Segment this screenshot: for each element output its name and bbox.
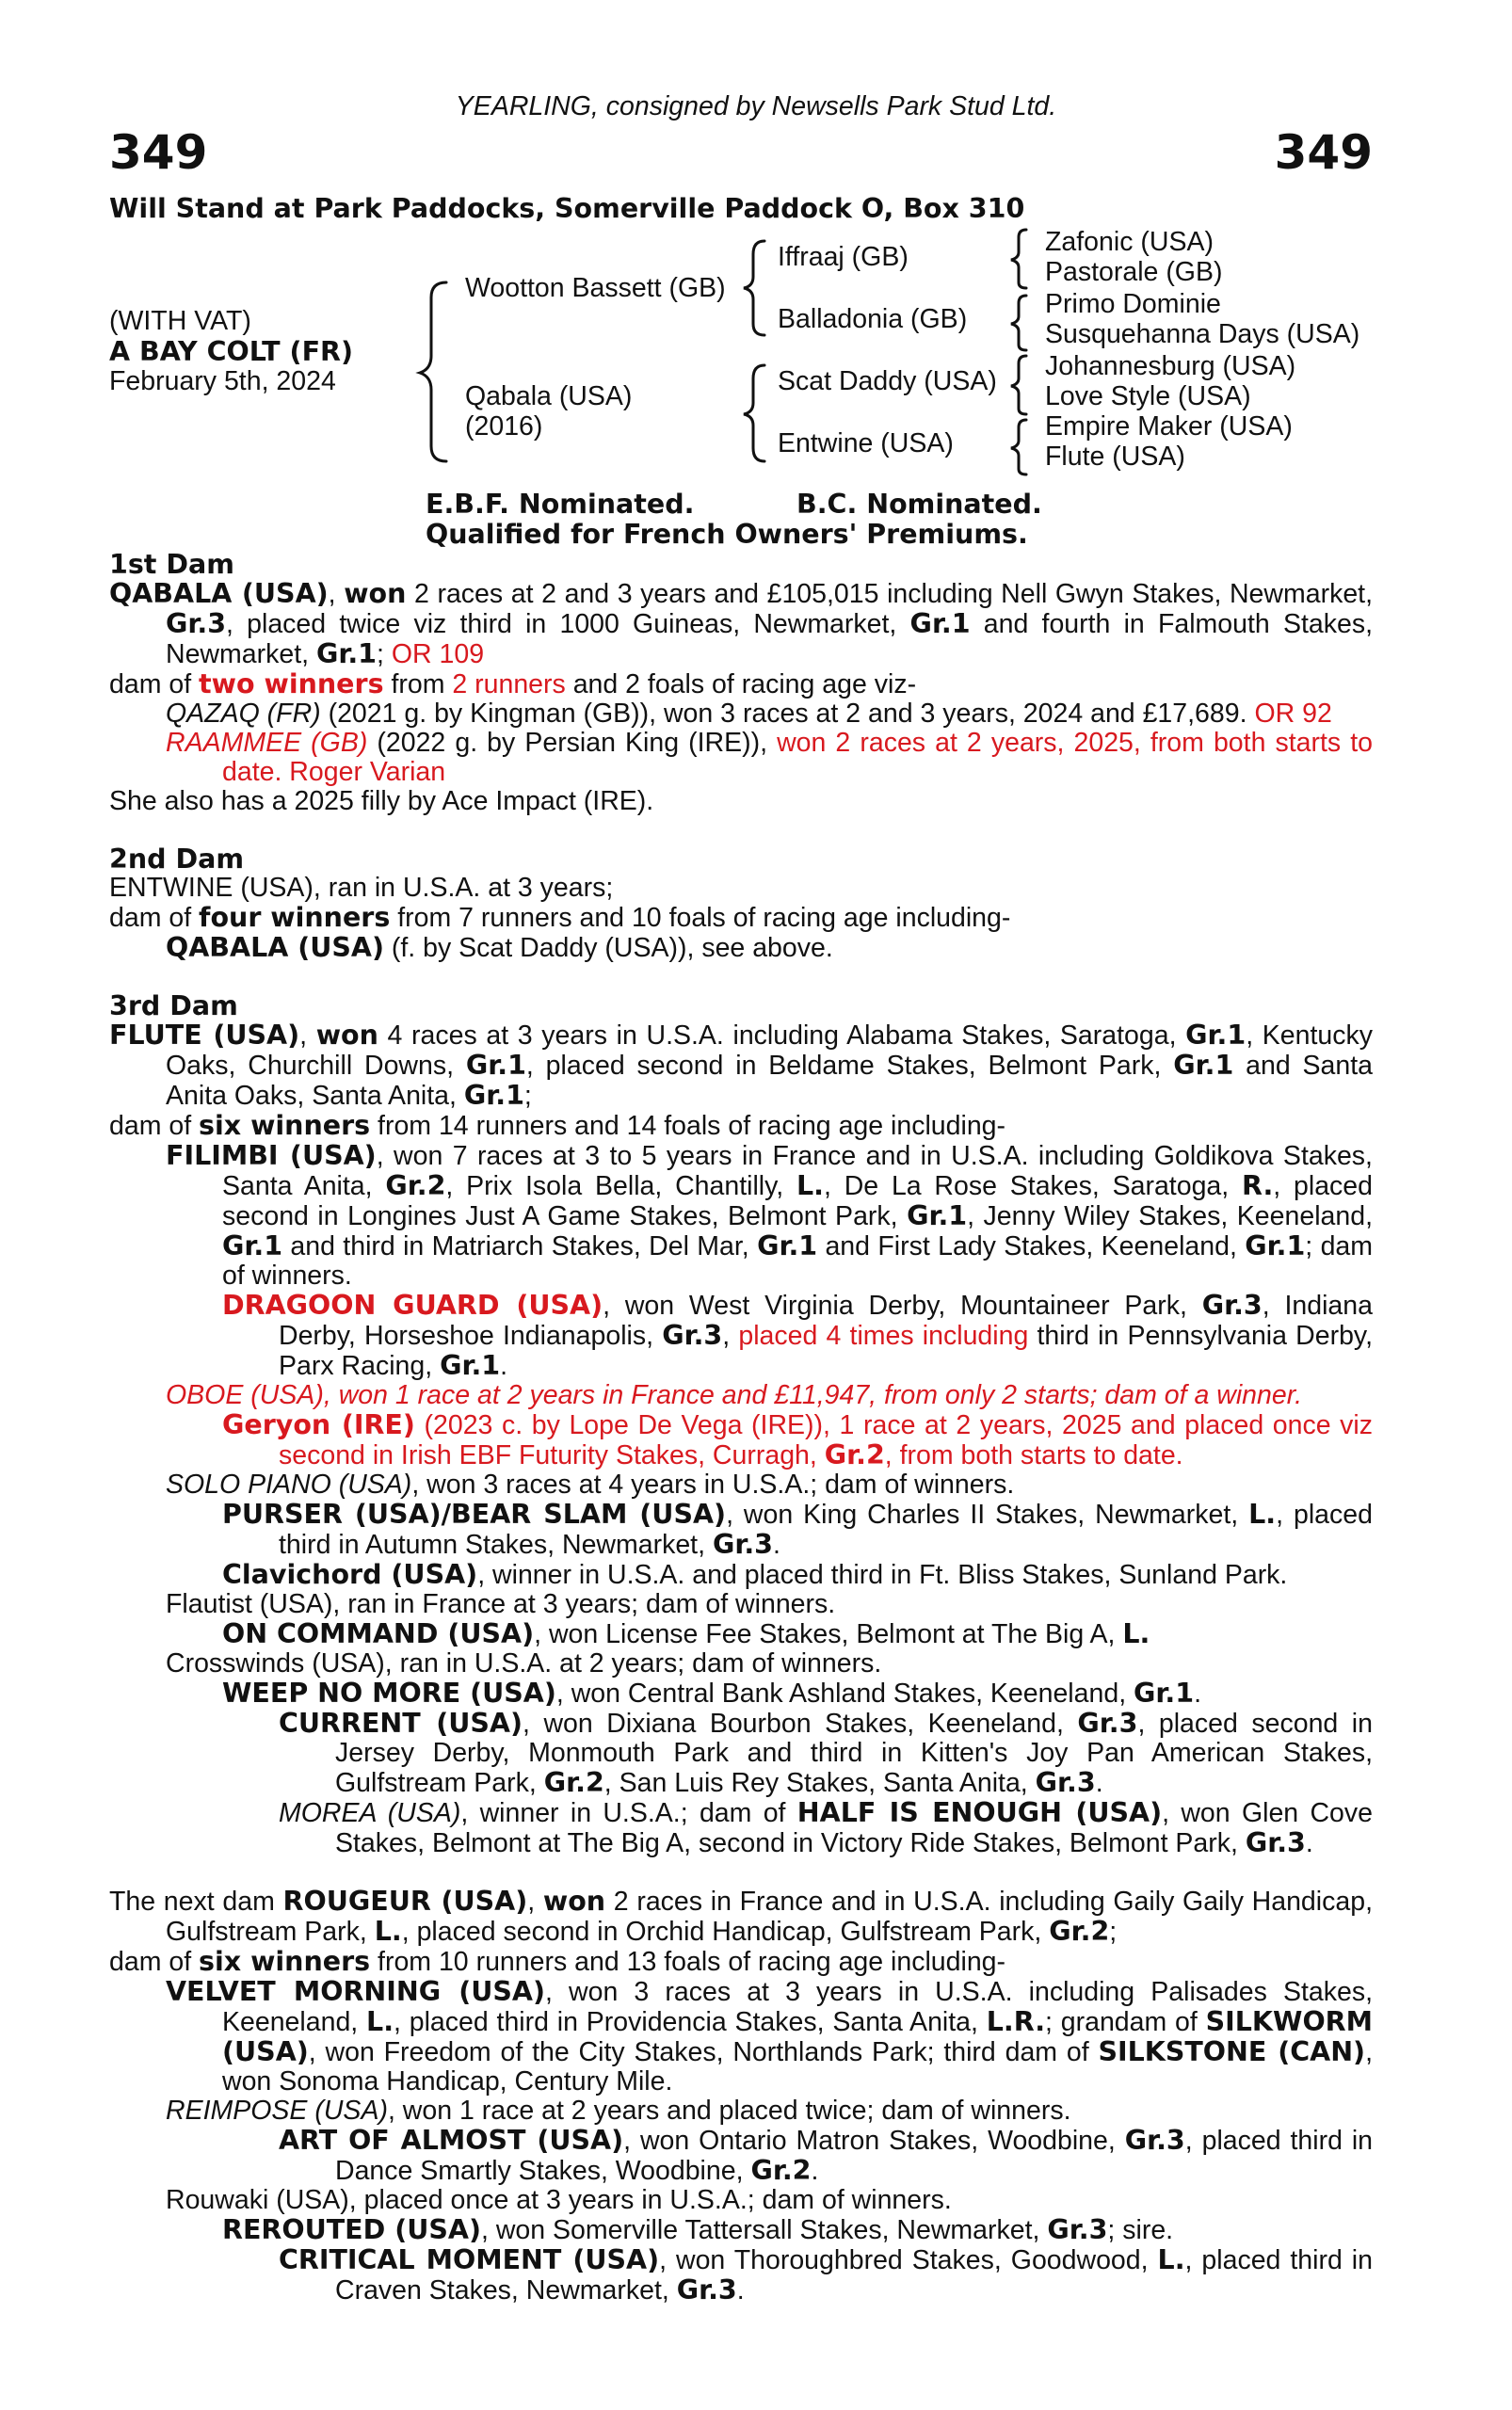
text: from 10 runners and 13 foals of racing age including- — [370, 1947, 1006, 1977]
produce-current — [109, 1709, 1373, 1798]
text: , placed third in Dance Smartly Stakes, Woodbine, — [335, 2126, 1374, 2186]
text: ; — [377, 639, 392, 669]
grade: Gr.2 — [750, 2155, 812, 2186]
winners-count: six winners — [199, 1946, 371, 1977]
text: (2022 g. by Persian King (IRE)), — [367, 728, 778, 758]
text: , placed second in Longines Just A Game Stakes, Belmont Park, — [222, 1171, 1373, 1231]
text: ; — [523, 1081, 532, 1111]
won-label: won — [344, 578, 407, 609]
text: third in Pennsylvania Derby, Parx Racing, — [279, 1321, 1373, 1381]
produce-name: ON COMMAND (USA) — [222, 1618, 535, 1649]
text: from — [383, 669, 453, 699]
text: and First Lady Stakes, Keeneland, — [817, 1231, 1246, 1261]
produce-name: ART OF ALMOST (USA) — [279, 2125, 624, 2156]
grade: Gr.3 — [1077, 1708, 1138, 1739]
text: . — [773, 1530, 780, 1560]
next-dam-record: The next dam ROUGEUR (USA), won 2 races in France and in U.S.A. including Gaily Gaily Handicap, Gulfstream Park, L., placed second in Orchid Handicap, Gulfstream Park, Gr.2; — [109, 1886, 1373, 1947]
produce-weep-no-more — [109, 1679, 1373, 1709]
grade: Gr.1 — [315, 638, 377, 669]
grade: L. — [796, 1170, 824, 1201]
grade: Gr.3 — [676, 2274, 737, 2306]
second-dam-heading: 2nd Dam — [109, 844, 245, 875]
grade: L. — [1157, 2244, 1185, 2275]
produce-name: PURSER (USA)/BEAR SLAM (USA) — [222, 1499, 727, 1530]
sire-sire-dam: Pastorale (GB) — [1045, 257, 1223, 287]
text: , placed second in Orchid Handicap, Gulfstream Park, — [401, 1917, 1050, 1947]
grade: Gr.3 — [662, 1320, 723, 1351]
produce-name: SILKSTONE (CAN) — [1098, 2036, 1366, 2067]
produce-filimbi — [109, 1141, 1373, 1291]
produce-name: REROUTED (USA) — [222, 2214, 481, 2245]
text: ; sire. — [1107, 2215, 1174, 2245]
text: , placed third in Autumn Stakes, Newmarket, — [279, 1500, 1373, 1560]
grade: Gr.1 — [465, 1050, 526, 1081]
text: (2023 c. by Lope De Vega (IRE)), 1 race at 2 years, 2025 and placed once viz second in Irish EBF Futurity Stakes, Curragh, — [279, 1410, 1373, 1470]
text: , Kentucky Oaks, Churchill Downs, — [166, 1020, 1373, 1081]
text: 2 races in France and in U.S.A. including Gaily Gaily Handicap, Gulfstream Park, — [166, 1887, 1373, 1947]
text: , won Dixiana Bourbon Stakes, Keeneland, — [523, 1709, 1078, 1739]
next-dam-produce-summary — [109, 1947, 1373, 1977]
update-text: placed 4 times including — [738, 1321, 1029, 1351]
winners-count: four winners — [199, 902, 391, 933]
text: , placed third in Craven Stakes, Newmarket, — [335, 2245, 1373, 2306]
text: , won Sonoma Handicap, Century Mile. — [222, 2037, 1373, 2097]
vat-note: (WITH VAT) — [109, 306, 251, 336]
lot-number-left: 349 — [109, 125, 208, 180]
text: dam of — [109, 903, 200, 933]
text: dam of — [109, 669, 200, 699]
grade: Gr.2 — [824, 1439, 885, 1470]
official-rating: OR 92 — [1254, 699, 1332, 729]
grade: Gr.3 — [1124, 2125, 1185, 2156]
text: ; grandam of — [1045, 2007, 1206, 2037]
text: , — [722, 1321, 739, 1351]
produce-art-of-almost — [109, 2126, 1373, 2186]
produce-reimpose — [109, 2097, 1373, 2126]
runners-count: 2 runners — [452, 669, 566, 699]
first-dam-produce-summary — [109, 669, 1373, 699]
text: , won Ontario Matron Stakes, Woodbine, — [623, 2126, 1125, 2156]
sire-dam-sire: Primo Dominie — [1045, 289, 1221, 319]
text: , winner in U.S.A. and placed third in Ft. Bliss Stakes, Sunland Park. — [477, 1560, 1288, 1590]
dam-dam-sire: Empire Maker (USA) — [1045, 411, 1293, 442]
produce-name: CRITICAL MOMENT (USA) — [279, 2244, 660, 2275]
text: The next dam — [109, 1887, 283, 1917]
produce-dragoon-guard — [109, 1291, 1373, 1381]
text: , won 3 races at 3 years in U.S.A. including Palisades Stakes, Keeneland, — [222, 1977, 1373, 2037]
text: , from both starts to date. — [884, 1440, 1183, 1470]
text: . — [736, 2275, 745, 2306]
catalogue-body — [109, 550, 1373, 2306]
produce-name: HALF IS ENOUGH (USA) — [796, 1797, 1163, 1828]
produce-purser — [109, 1500, 1373, 1560]
text: , won 1 race at 2 years and placed twice; dam of winners. — [387, 2096, 1071, 2126]
grade: Gr.1 — [907, 1200, 968, 1231]
text: , won 3 races at 4 years in U.S.A.; dam of winners. — [411, 1470, 1015, 1500]
produce-flautist: Flautist (USA), ran in France at 3 years; dam of winners. — [166, 1589, 836, 1619]
dam-sire-dam: Love Style (USA) — [1045, 381, 1251, 411]
third-dam-heading: 3rd Dam — [109, 990, 238, 1021]
consignor-line: YEARLING, consigned by Newsells Park Stud Ltd. — [455, 91, 1057, 121]
text: , won West Virginia Derby, Mountaineer Park, — [603, 1291, 1202, 1321]
text: , placed third in Providencia Stakes, Santa Anita, — [394, 2007, 987, 2037]
produce-name: MOREA (USA) — [279, 1798, 461, 1828]
text: , won 7 races at 3 to 5 years in France and in U.S.A. including Goldikova Stakes, Santa Anita, — [222, 1141, 1373, 1201]
sire-sire-sire: Zafonic (USA) — [1045, 227, 1214, 257]
text: 4 races at 3 years in U.S.A. including Alabama Stakes, Saratoga, — [378, 1020, 1186, 1051]
text: . — [500, 1351, 508, 1381]
text: , placed second in Beldame Stakes, Belmont Park, — [525, 1051, 1174, 1081]
third-dam-record: FLUTE (USA), won 4 races at 3 years in U.S.A. including Alabama Stakes, Saratoga, Gr.1, Kentucky Oaks, Churchill Downs, Gr.1, placed second in Beldame Stakes, Belmont Park, Gr.1 and Santa Anita Oaks, Santa Anita, Gr.1; — [109, 1020, 1374, 1111]
text: , De La Rose Stakes, Saratoga, — [824, 1171, 1242, 1201]
update-text: won 2 races at 2 years, 2025, from both starts to date. Roger Varian — [222, 728, 1373, 787]
produce-name: WEEP NO MORE (USA) — [222, 1678, 556, 1709]
produce-on-command — [109, 1619, 1373, 1649]
dam-dam: Entwine (USA) — [778, 428, 954, 458]
grade: Gr.1 — [1134, 1678, 1195, 1709]
produce-solo-piano — [109, 1470, 1373, 1500]
text: , won Thoroughbred Stakes, Goodwood, — [659, 2245, 1158, 2275]
grade: L. — [1248, 1499, 1277, 1530]
produce-clavichord — [109, 1560, 1373, 1590]
produce-name: RAAMMEE (GB) — [166, 728, 368, 758]
grade: Gr.3 — [1047, 2214, 1108, 2245]
third-dam-produce-summary — [109, 1111, 1373, 1141]
won-label: won — [315, 1020, 378, 1051]
sire-sire: Iffraaj (GB) — [778, 242, 909, 272]
grade: Gr.1 — [909, 608, 971, 639]
text: . — [811, 2156, 819, 2186]
dam-name: QABALA (USA) — [109, 578, 329, 609]
text: , won King Charles II Stakes, Newmarket, — [726, 1500, 1249, 1530]
produce-rouwaki: Rouwaki (USA), placed once at 3 years in U.S.A.; dam of winners. — [166, 2185, 952, 2215]
stand-location: Will Stand at Park Paddocks, Somerville Paddock O, Box 310 — [109, 193, 1025, 224]
text: from 14 runners and 14 foals of racing age including- — [370, 1111, 1006, 1141]
produce-critical-moment — [109, 2245, 1373, 2306]
text: . — [1194, 1679, 1201, 1709]
grade: Gr.1 — [1185, 1020, 1247, 1051]
text: from 7 runners and 10 foals of racing age including- — [390, 903, 1011, 933]
dam-sire: Scat Daddy (USA) — [778, 366, 997, 396]
produce-name: QABALA (USA) — [166, 932, 384, 963]
produce-name: CURRENT (USA) — [279, 1708, 523, 1739]
produce-name: QAZAQ (FR) — [166, 699, 321, 729]
first-dam-heading: 1st Dam — [109, 549, 234, 580]
second-dam-produce-summary — [109, 903, 1373, 933]
grade: Gr.3 — [1035, 1767, 1096, 1798]
produce-oboe: OBOE (USA), won 1 race at 2 years in France and £11,947, from only 2 starts; dam of a winner. — [166, 1380, 1303, 1410]
produce-name: Clavichord (USA) — [222, 1559, 478, 1590]
grade: Gr.2 — [543, 1767, 604, 1798]
produce-rerouted — [109, 2215, 1373, 2245]
text: and fourth in Falmouth Stakes, Newmarket, — [166, 609, 1373, 669]
text: , placed second in Jersey Derby, Monmouth Park and third in Kitten's Joy Pan American Stakes, Gulfstream Park, — [335, 1709, 1373, 1798]
sire-dam-dam: Susquehanna Days (USA) — [1045, 319, 1360, 349]
grade: Gr.3 — [166, 608, 227, 639]
grade: Gr.3 — [1201, 1290, 1263, 1321]
text: , Indiana Derby, Horseshoe Indianapolis, — [279, 1291, 1373, 1351]
text: , winner in U.S.A.; dam of — [460, 1798, 797, 1828]
grade: Gr.1 — [463, 1080, 524, 1111]
text: . — [1095, 1768, 1103, 1798]
text: and 2 foals of racing age viz- — [565, 669, 917, 699]
won-label: won — [542, 1886, 606, 1917]
dam-name: ROUGEUR (USA) — [282, 1886, 528, 1917]
produce-name: FILIMBI (USA) — [166, 1140, 377, 1171]
text: (f. by Scat Daddy (USA)), see above. — [383, 933, 833, 963]
text: , placed twice viz third in 1000 Guineas, Newmarket, — [226, 609, 910, 639]
official-rating: OR 109 — [391, 639, 485, 669]
text: , San Luis Rey Stakes, Santa Anita, — [603, 1768, 1036, 1798]
also-has: She also has a 2025 filly by Ace Impact (IRE). — [109, 786, 654, 816]
horse-name: A BAY COLT (FR) — [109, 336, 354, 367]
grade: R. — [1241, 1170, 1274, 1201]
text: ; — [1109, 1917, 1118, 1947]
dam: Qabala (USA) — [465, 381, 633, 411]
bc-nomination: B.C. Nominated. — [796, 489, 1042, 520]
produce-geryon — [109, 1410, 1373, 1470]
text: and third in Matriarch Stakes, Del Mar, — [282, 1231, 758, 1261]
text: ; dam of winners. — [222, 1231, 1374, 1291]
sire-dam: Balladonia (GB) — [778, 304, 968, 334]
text: , Jenny Wiley Stakes, Keeneland, — [967, 1201, 1373, 1231]
dam-year: (2016) — [465, 411, 543, 442]
text: , won Somerville Tattersall Stakes, Newmarket, — [481, 2215, 1048, 2245]
text: , won Central Bank Ashland Stakes, Keeneland, — [555, 1679, 1134, 1709]
produce-name: SOLO PIANO (USA) — [166, 1470, 412, 1500]
lot-number-right: 349 — [1274, 125, 1373, 180]
text: , won Glen Cove Stakes, Belmont at The Big A, second in Victory Ride Stakes, Belmont Park, — [335, 1798, 1373, 1858]
text: and Santa Anita Oaks, Santa Anita, — [166, 1051, 1374, 1111]
produce-name: DRAGOON GUARD (USA) — [222, 1290, 603, 1321]
produce-qazaq — [109, 699, 1373, 729]
grade: Gr.3 — [712, 1529, 773, 1560]
grade: Gr.1 — [757, 1230, 818, 1261]
text: dam of — [109, 1947, 200, 1977]
grade: L. — [374, 1916, 402, 1947]
grade: Gr.2 — [385, 1170, 446, 1201]
text: , won License Fee Stakes, Belmont at The Big A, — [534, 1619, 1123, 1649]
produce-qabala — [109, 933, 1373, 963]
grade: Gr.1 — [440, 1350, 501, 1381]
text: 2 races at 2 and 3 years and £105,015 including Nell Gwyn Stakes, Newmarket, — [406, 579, 1374, 609]
grade: L. — [366, 2006, 394, 2037]
text: , Prix Isola Bella, Chantilly, — [445, 1171, 796, 1201]
produce-crosswinds: Crosswinds (USA), ran in U.S.A. at 2 years; dam of winners. — [166, 1648, 882, 1679]
dam-name: FLUTE (USA) — [109, 1020, 300, 1051]
grade: L.R. — [986, 2006, 1046, 2037]
foaling-date: February 5th, 2024 — [109, 366, 336, 396]
text: dam of — [109, 1111, 200, 1141]
produce-morea — [109, 1798, 1373, 1858]
first-dam-record: QABALA (USA), won 2 races at 2 and 3 years and £105,015 including Nell Gwyn Stakes, Newmarket, Gr.3, placed twice viz third in 1000 Guineas, Newmarket, Gr.1 and fourth in Falmouth Stakes, Newmarket, Gr.1; OR 109 — [109, 578, 1374, 669]
second-dam-record: ENTWINE (USA), ran in U.S.A. at 3 years; — [109, 873, 614, 903]
grade: Gr.3 — [1245, 1827, 1306, 1858]
produce-name: VELVET MORNING (USA) — [166, 1976, 545, 2007]
produce-raammee — [109, 729, 1373, 787]
text: , won Freedom of the City Stakes, Northlands Park; third dam of — [308, 2037, 1099, 2067]
grade: Gr.1 — [222, 1230, 283, 1261]
grade: L. — [1122, 1618, 1150, 1649]
text: . — [1305, 1828, 1313, 1858]
grade: Gr.1 — [1173, 1050, 1234, 1081]
winners-count: six winners — [199, 1110, 371, 1141]
sire: Wootton Bassett (GB) — [465, 273, 726, 303]
winners-count: two winners — [199, 668, 384, 699]
produce-name: REIMPOSE (USA) — [166, 2096, 388, 2126]
produce-velvet-morning — [109, 1977, 1373, 2097]
produce-name: SILKWORM (USA) — [222, 2006, 1373, 2067]
grade: Gr.1 — [1245, 1230, 1306, 1261]
ebf-nomination: E.B.F. Nominated. — [426, 489, 695, 520]
dam-sire-sire: Johannesburg (USA) — [1045, 351, 1296, 381]
dam-dam-dam: Flute (USA) — [1045, 442, 1185, 472]
produce-name: Geryon (IRE) — [222, 1409, 415, 1440]
text: (2021 g. by Kingman (GB)), won 3 races at 2 and 3 years, 2024 and £17,689. — [320, 699, 1255, 729]
french-premiums: Qualified for French Owners' Premiums. — [426, 519, 1028, 550]
grade: Gr.2 — [1049, 1916, 1110, 1947]
